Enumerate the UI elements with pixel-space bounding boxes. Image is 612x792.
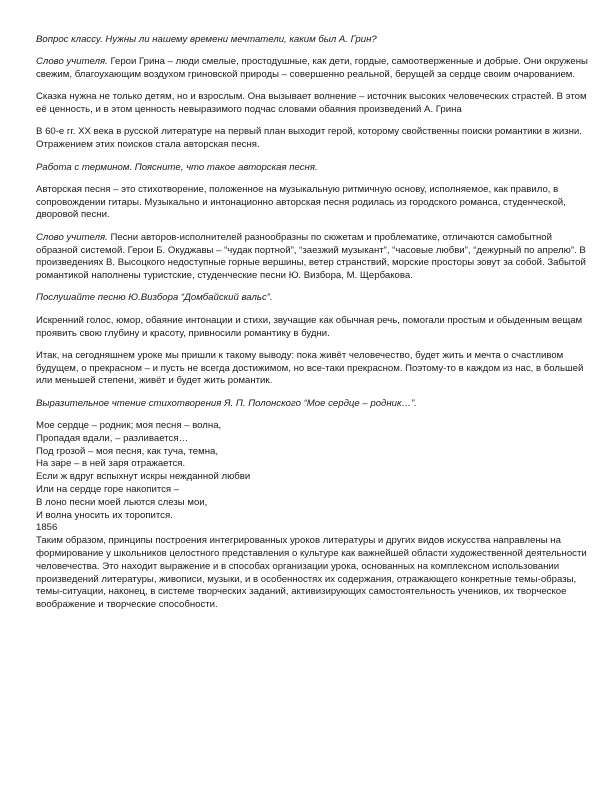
fairy-tale-paragraph: Сказка нужна не только детям, но и взрослым. Она вызывает волнение – источник высоких человеческих страстей. В этом её ценность, и в этом ценность невыразимого подчас словами обаяния произведений А. Грина xyxy=(36,91,587,116)
teacher-word-label: Слово учителя. xyxy=(36,231,108,243)
class-question: Вопрос классу. Нужны ли нашему времени мечтатели, каким был А. Грин? xyxy=(36,34,377,45)
teacher-word-label: Слово учителя. xyxy=(36,56,108,68)
sixties-paragraph: В 60-е гг. XX века в русской литературе на первый план выходит герой, которому свойственны поиски романтики в жизни. Отражением этих поисков стала авторская песня. xyxy=(36,126,582,151)
poem-year: 1856 xyxy=(36,522,58,534)
poem-line: На заре – в ней заря отражается. xyxy=(36,458,186,470)
author-song-definition: Авторская песня – это стихотворение, положенное на музыкальную ритмичную основу, исполняемое, как правило, в сопровождении гитары. Музыкально и интонационно авторская песня родилась из городского романса, студенческой, дворовой песни. xyxy=(36,183,566,221)
poem-line: И волна уносить их торопится. xyxy=(36,509,173,521)
poem-line: Мое сердце – родник; моя песня – волна, xyxy=(36,420,222,432)
teacher-word-text: Песни авторов-исполнителей разнообразны по сюжетам и проблематике, отличаются самобытной образной системой. Герои Б. Окуджавы – “чудак портной”, “заезжий музыкант”, “часовые любви”, “дежурный по апрелю”. В произведениях В. Высоцкого недоступные горные вершины, ветер странствий, морские просторы зовут за собой. Забытой романтикой наполнены туристские, студенческие песни Ю. Визбора, М. Щербакова. xyxy=(36,231,586,282)
poem-line: Или на сердце горе накопится – xyxy=(36,484,180,496)
poem-line: Под грозой – моя песня, как туча, темна, xyxy=(36,445,219,457)
poem xyxy=(36,420,588,522)
voice-paragraph: Искренний голос, юмор, обаяние интонации и стихи, звучащие как обычная речь, помогали простым и обыденным вещам проявить свою глубину и красоту, привносили романтику в будни. xyxy=(36,314,583,339)
term-task: Работа с термином. Поясните, что такое авторская песня. xyxy=(36,161,318,173)
teacher-word-text: Герои Грина – люди смелые, простодушные, как дети, гордые, самоотверженные и добрые. Они окружены свежим, благоухающим воздухом гриновской природы – совершенно реальной, берущей за сердце своим очарованием. xyxy=(36,56,588,81)
poem-line: В лоно песни моей льются слезы мои, xyxy=(36,496,208,508)
document-page xyxy=(36,34,588,612)
poem-line: Если ж вдруг вспыхнут искры нежданной любви xyxy=(36,471,251,483)
lesson-conclusion-paragraph: Итак, на сегодняшнем уроке мы пришли к такому выводу: пока живёт человечество, будет жить и мечта о счастливом будущем, о прекрасном – и пусть не всегда достижимом, но все-таки прекрасном. Поэтому-то в каждом из нас, в большей или меньшей степени, живёт и будет жить романтик. xyxy=(36,349,584,387)
poem-line: Пропадая вдали, – разливается… xyxy=(36,432,189,444)
reading-task: Выразительное чтение стихотворения Я. П. Полонского “Мое сердце – родник…”. xyxy=(36,397,417,409)
teacher-word-paragraph-1 xyxy=(36,56,588,82)
final-conclusion: Таким образом, принципы построения интегрированных уроков литературы и других видов искусства направлены на формирование у школьников целостного представления о культуре как важнейшей области художественной деятельности человечества. Это находит выражение и в способах организации урока, основанных на комплексном использовании произведений литературы, живописи, музыки, и в особенностях их содержания, отражающего конкретные темы-образы, темы-ситуации, наконец, в системе творческих заданий, активизирующих самостоятельность учеников, их творческое воображение и творческие способности. xyxy=(36,535,587,611)
teacher-word-paragraph-2 xyxy=(36,232,588,283)
listen-task: Послушайте песню Ю.Визбора “Домбайский вальс”. xyxy=(36,292,273,304)
